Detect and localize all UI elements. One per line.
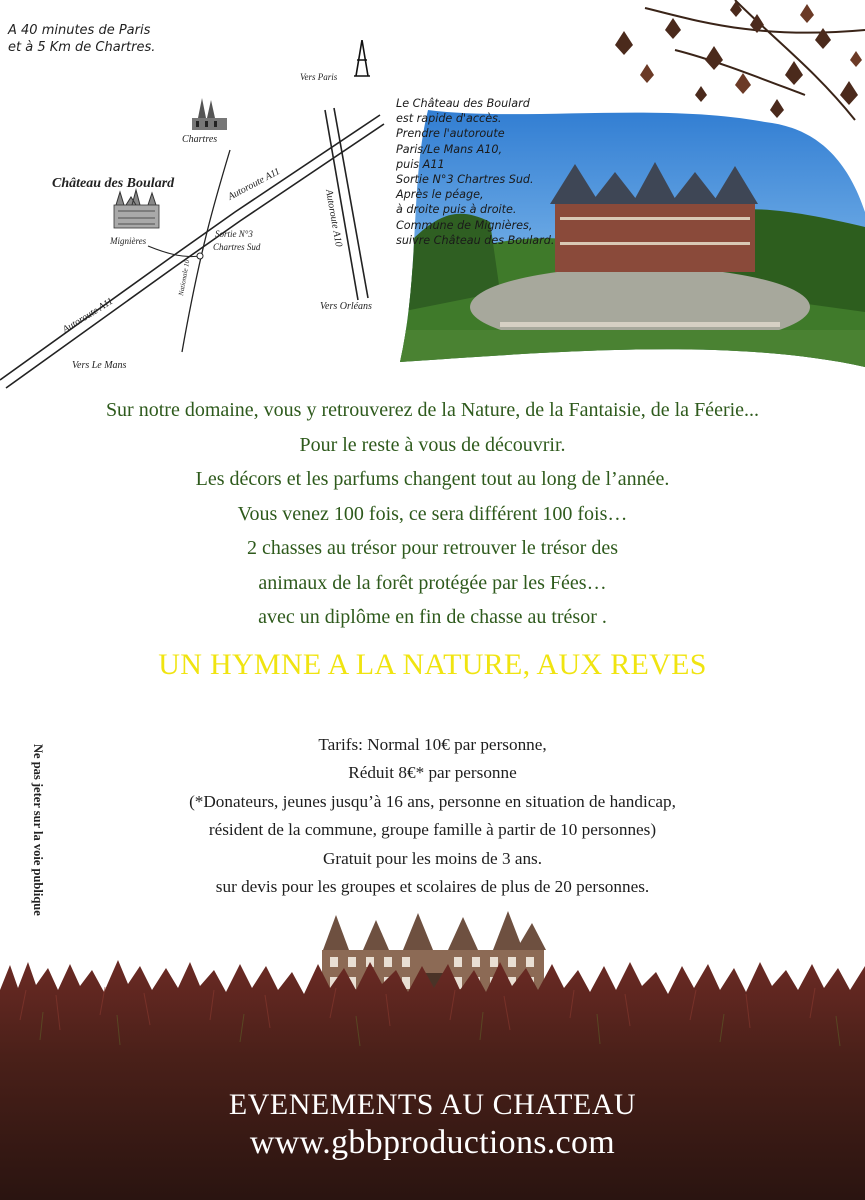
access-line: Paris/Le Mans A10, — [396, 142, 503, 156]
description-line: Sur notre domaine, vous y retrouverez de la Nature, de la Fantaisie, de la Féerie... — [105, 399, 760, 421]
access-line: puis A11 — [396, 157, 445, 171]
tarifs-section — [0, 731, 865, 901]
access-line: à droite puis à droite. — [396, 203, 517, 217]
side-note: Ne pas jeter sur la voie publique — [31, 744, 45, 916]
tarifs-line: sur devis pour les groupes et scolaires de plus de 20 personnes. — [215, 877, 650, 897]
tarifs-line: (*Donateurs, jeunes jusqu’à 16 ans, personne en situation de handicap, — [189, 791, 676, 811]
access-line: Sortie N°3 Chartres Sud. — [396, 173, 534, 187]
tarifs-line: résident de la commune, groupe famille à partir de 10 personnes) — [208, 820, 657, 840]
map-label-sortie-2: Chartres Sud — [213, 242, 261, 252]
description-line: animaux de la forêt protégée par les Fées… — [258, 571, 607, 594]
map-label-mignieres: Mignières — [110, 236, 147, 246]
description-line: Les décors et les parfums changent tout au long de l’année. — [195, 468, 670, 490]
grass-background — [0, 960, 865, 1200]
map-label-nationale: Nationale 10 — [177, 259, 192, 297]
access-line: Prendre l'autoroute — [396, 127, 505, 141]
description-line: avec un diplôme en fin de chasse au trésor . — [258, 606, 607, 628]
autumn-leaves-decoration — [555, 0, 865, 140]
tarifs-line: Gratuit pour les moins de 3 ans. — [322, 848, 543, 868]
intro-line-1: A 40 minutes de Paris — [8, 23, 151, 38]
map-label-vers-orleans: Vers Orléans — [320, 301, 372, 312]
description-line: 2 chasses au trésor pour retrouver le trésor des — [247, 537, 618, 559]
exit-marker — [197, 253, 203, 259]
map-label-vers-paris: Vers Paris — [300, 72, 338, 82]
map-label-sortie-1: Sortie N°3 — [215, 229, 253, 239]
description-text — [0, 393, 865, 635]
a11-road-line-1 — [0, 115, 380, 380]
slogan-heading: UN HYMNE A LA NATURE, AUX REVES — [158, 648, 707, 681]
access-line: Après le péage, — [396, 188, 484, 202]
a10-road-line-2 — [334, 108, 368, 298]
description-line: Pour le reste à vous de découvrir. — [299, 433, 566, 456]
map-label-chateau: Château des Boulard — [52, 176, 175, 191]
access-line: suivre Château des Boulard. — [396, 233, 555, 247]
access-line: est rapide d'accès. — [396, 112, 502, 126]
map-label-a10: Autoroute A10 — [323, 188, 344, 248]
access-line: Le Château des Boulard — [396, 97, 530, 110]
events-heading: EVENEMENTS AU CHATEAU — [228, 1088, 637, 1121]
tarifs-line: Tarifs: Normal 10€ par personne, — [318, 735, 547, 754]
eiffel-tower-icon — [354, 40, 370, 76]
description-line: Vous venez 100 fois, ce sera différent 100 fois… — [237, 502, 628, 525]
access-instructions — [396, 96, 554, 248]
map-label-chartres: Chartres — [182, 134, 218, 145]
intro-line-2: et à 5 Km de Chartres. — [8, 40, 156, 55]
website-link[interactable]: www.gbbproductions.com — [249, 1124, 616, 1161]
chateau-map-icon — [114, 190, 159, 228]
map-label-a11-bottom: Autoroute A11 — [60, 295, 116, 336]
map-label-a11-top: Autoroute A11 — [226, 166, 283, 203]
cathedral-icon — [192, 98, 227, 130]
access-map — [0, 40, 400, 395]
map-label-vers-le-mans: Vers Le Mans — [72, 360, 127, 371]
access-line: Commune de Mignières, — [396, 218, 533, 232]
tarifs-line: Réduit 8€* par personne — [348, 763, 517, 783]
